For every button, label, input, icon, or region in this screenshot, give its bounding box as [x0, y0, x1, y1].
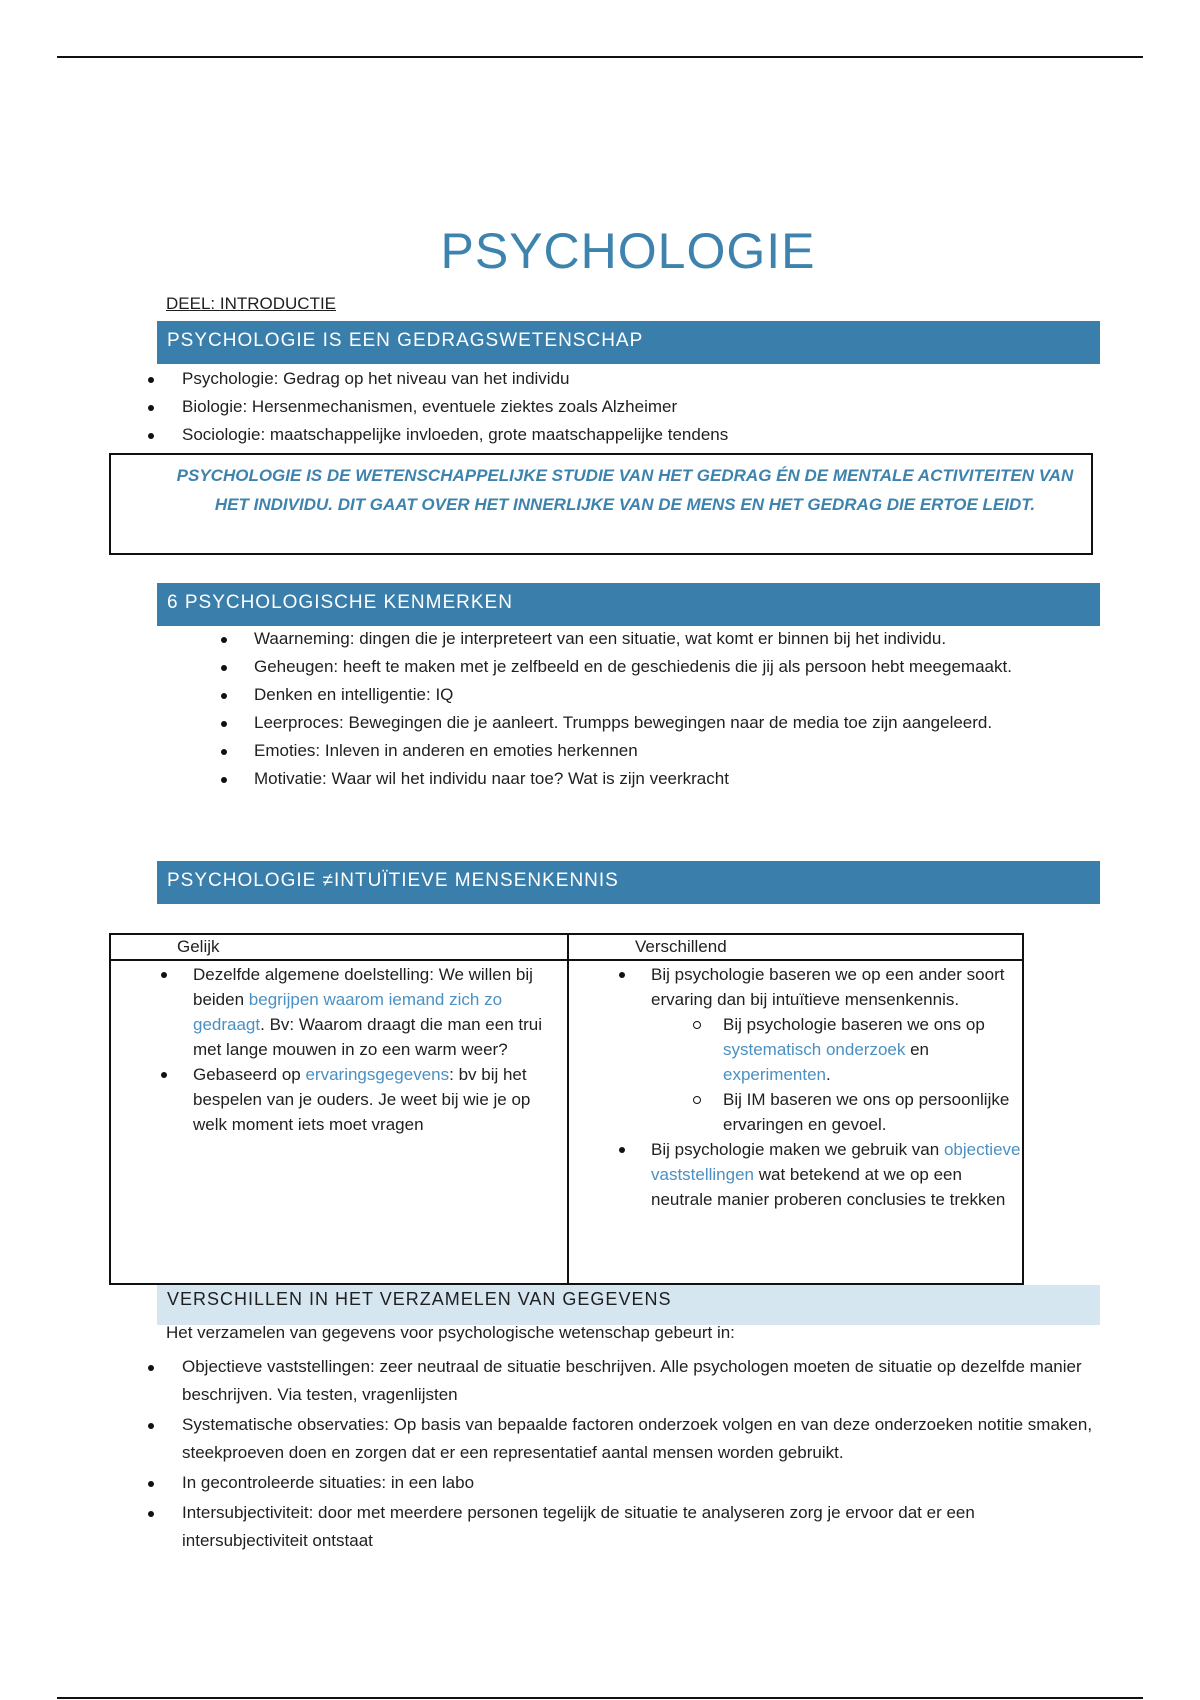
text: en — [905, 1040, 930, 1059]
column-header-gelijk: Gelijk — [177, 937, 220, 956]
highlight: experimenten — [723, 1065, 827, 1084]
page-title: PSYCHOLOGIE — [440, 223, 816, 279]
text: wat betekend at we op een neutrale manier proberen conclusies te trekken — [651, 1165, 1006, 1209]
list-item: Biologie: Hersenmechanismen, eventuele ziektes zoals Alzheimer — [182, 393, 1082, 421]
top-rule — [57, 56, 1143, 58]
text: . — [826, 1065, 831, 1084]
text: : bv bij het bespelen van je ouders. Je weet bij wie je op welk moment iets moet vragen — [193, 1065, 531, 1134]
part-label: DEEL: INTRODUCTIE — [166, 294, 337, 313]
list-item: Bij psychologie baseren we op een ander soort ervaring dan bij intuïtieve mensenkennis. — [651, 962, 1021, 1012]
sub-list-item — [723, 1012, 1021, 1087]
section-heading-verzamelen: VERSCHILLEN IN HET VERZAMELEN VAN GEGEVENS — [157, 1285, 1100, 1325]
header-divider — [111, 959, 1022, 961]
section-heading-kenmerken: 6 PSYCHOLOGISCHE KENMERKEN — [157, 583, 1100, 626]
section-heading-gedragswetenschap: PSYCHOLOGIE IS EEN GEDRAGSWETENSCHAP — [157, 321, 1100, 364]
section-heading-mensenkennis: PSYCHOLOGIE ≠INTUÏTIEVE MENSENKENNIS — [157, 861, 1100, 904]
column-divider — [567, 935, 569, 1283]
text: Bij psychologie baseren we ons op — [723, 1015, 985, 1034]
text: Dezelfde algemene doelstelling: We willen bij beiden — [193, 965, 533, 1009]
definition-box: PSYCHOLOGIE IS DE WETENSCHAPPELIJKE STUDIE VAN HET GEDRAG ÉN DE MENTALE ACTIVITEITEN VAN HET INDIVIDU. DIT GAAT OVER HET INNERLIJKE VAN DE MENS EN HET GEDRAG DIE ERTOE LEIDT. — [109, 453, 1093, 555]
list-item: Denken en intelligentie: IQ — [254, 681, 1104, 709]
list-item: In gecontroleerde situaties: in een labo — [182, 1469, 1102, 1497]
verschillend-column — [651, 962, 1021, 1212]
list-item: Waarneming: dingen die je interpreteert van een situatie, wat komt er binnen bij het individu. — [254, 625, 1104, 653]
list-item: Motivatie: Waar wil het individu naar toe? Wat is zijn veerkracht — [254, 765, 1104, 793]
disciplines-list — [182, 365, 1082, 449]
text: Gebaseerd op — [193, 1065, 306, 1084]
list-item: Emoties: Inleven in anderen en emoties herkennen — [254, 737, 1104, 765]
highlight: systematisch onderzoek — [723, 1040, 906, 1059]
column-header-verschillend: Verschillend — [635, 937, 727, 956]
highlight: objectieve vaststellingen — [651, 1140, 1021, 1184]
list-item: Systematische observaties: Op basis van bepaalde factoren onderzoek volgen en van deze onderzoeken notitie smaken, steekproeven doen en zorgen dat er een representatief aantal mensen worden gebruikt. — [182, 1411, 1102, 1467]
list-item — [193, 1062, 553, 1137]
bottom-rule — [57, 1697, 1143, 1699]
list-item — [651, 1137, 1021, 1212]
highlight: begrijpen waarom iemand zich zo gedraagt — [193, 990, 503, 1034]
list-item: Leerproces: Bewegingen die je aanleert. Trumpps bewegingen naar de media toe zijn aangeleerd. — [254, 709, 1104, 737]
text: . Bv: Waarom draagt die man een trui met lange mouwen in zo een warm weer? — [193, 1015, 543, 1059]
kenmerken-list — [254, 625, 1104, 793]
list-item: Geheugen: heeft te maken met je zelfbeeld en de geschiedenis die jij als persoon hebt meegemaakt. — [254, 653, 1104, 681]
list-item: Psychologie: Gedrag op het niveau van het individu — [182, 365, 1082, 393]
highlight: ervaringsgegevens — [305, 1065, 450, 1084]
intro-text: Het verzamelen van gegevens voor psychologische wetenschap gebeurt in: — [166, 1323, 735, 1342]
list-item: Objectieve vaststellingen: zeer neutraal de situatie beschrijven. Alle psychologen moeten de situatie op dezelfde manier beschrijven. Via testen, vragenlijsten — [182, 1353, 1102, 1409]
verzamelen-list — [182, 1353, 1102, 1557]
list-item — [193, 962, 553, 1062]
sub-list-item: Bij IM baseren we ons op persoonlijke ervaringen en gevoel. — [723, 1087, 1021, 1137]
list-item: Intersubjectiviteit: door met meerdere personen tegelijk de situatie te analyseren zorg je ervoor dat er een intersubjectiviteit ontstaat — [182, 1499, 1102, 1555]
text: Bij psychologie maken we gebruik van — [651, 1140, 944, 1159]
list-item: Sociologie: maatschappelijke invloeden, grote maatschappelijke tendens — [182, 421, 1082, 449]
comparison-table — [109, 933, 1024, 1285]
gelijk-column — [193, 962, 553, 1137]
